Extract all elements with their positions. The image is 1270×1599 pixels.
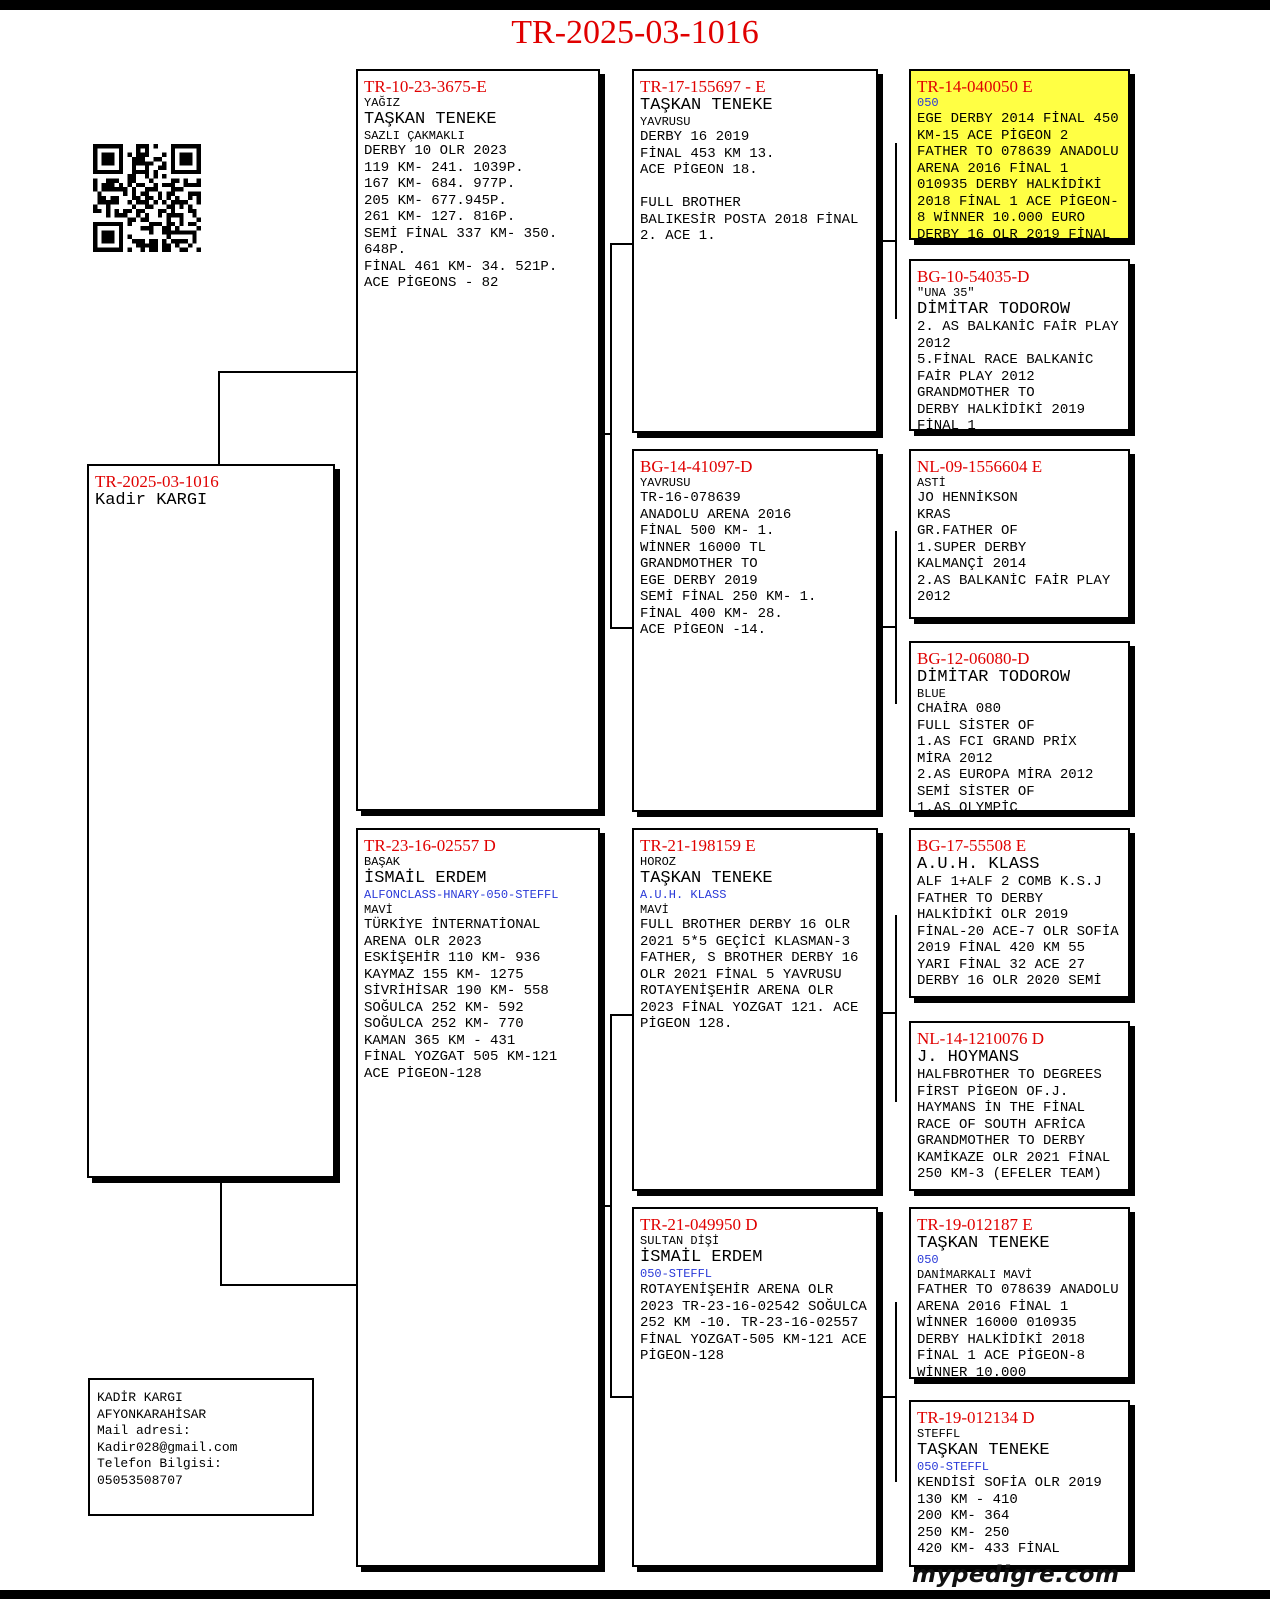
ring-number: TR-23-16-02557 D	[364, 836, 496, 855]
page-title: TR-2025-03-1016	[511, 14, 759, 51]
sire-dam-sire-card[interactable]	[909, 449, 1130, 619]
ring-number: TR-21-049950 D	[640, 1215, 758, 1234]
connector	[610, 1396, 632, 1398]
breeder-name: DİMİTAR TODOROW	[917, 300, 1071, 319]
performance-notes: EGE DERBY 2014 FİNAL 450 KM-15 ACE PİGEON 2 FATHER TO 078639 ANADOLU ARENA 2016 FİNAL 1 010935 DERBY HALKİDİKİ 2018 FİNAL 1 ACE PİGEON- 8 WİNNER 10.000 EURO DERBY 16 OLR 2019 FİNAL	[917, 111, 1119, 240]
dam-sire-sire-card[interactable]	[909, 828, 1130, 998]
performance-notes: TR-16-078639 ANADOLU ARENA 2016 FİNAL 500 KM- 1. WİNNER 16000 TL GRANDMOTHER TO EGE DERBY 2019 SEMİ FİNAL 250 KM- 1. FİNAL 400 KM- 28. ACE PİGEON -14.	[640, 490, 817, 638]
bloodline-label: 050-STEFFL	[917, 1460, 990, 1474]
ring-number: TR-14-040050 E	[917, 77, 1033, 96]
pigeon-name: HOROZ	[640, 855, 677, 869]
ring-number: BG-10-54035-D	[917, 267, 1030, 286]
ring-number: BG-14-41097-D	[640, 457, 753, 476]
offspring-label: YAVRUSU	[640, 115, 691, 129]
sire-sire-sire-card[interactable]	[909, 69, 1130, 240]
connector	[220, 1284, 356, 1286]
pigeon-name: "UNA 35"	[917, 286, 975, 300]
performance-notes: DERBY 16 2019 FİNAL 453 KM 13. ACE PİGEON 18. FULL BROTHER BALIKESİR POSTA 2018 FİNAL 2. ACE 1.	[640, 129, 859, 244]
connector	[878, 1012, 895, 1014]
ring-number: TR-10-23-3675-E	[364, 77, 487, 96]
connector	[610, 1014, 632, 1016]
owner-info-line: KADİR KARGI	[97, 1390, 183, 1405]
dam-sire-card[interactable]	[632, 828, 878, 1191]
breeder-name: TAŞKAN TENEKE	[364, 110, 497, 129]
breeder-name: İSMAİL ERDEM	[364, 869, 487, 888]
bloodline-label: 050	[917, 96, 939, 110]
breeder-name: A.U.H. KLASS	[917, 855, 1040, 874]
breeder-name: TAŞKAN TENEKE	[640, 96, 773, 115]
bloodline-label: A.U.H. KLASS	[640, 888, 727, 902]
dam-card[interactable]	[356, 828, 600, 1567]
performance-notes: ROTAYENİŞEHİR ARENA OLR 2023 TR-23-16-02542 SOĞULCA 252 KM -10. TR-23-16-02557 FİNAL YOZGAT-505 KM-121 ACE PİGEON-128	[640, 1282, 867, 1364]
owner-info-box	[88, 1378, 314, 1516]
connector	[878, 240, 895, 242]
dam-dam-sire-card[interactable]	[909, 1207, 1130, 1379]
breeder-name: TAŞKAN TENEKE	[640, 869, 773, 888]
owner-info-line: Mail adresi:	[97, 1423, 191, 1438]
connector	[878, 1396, 895, 1398]
sire-dam-dam-card[interactable]	[909, 641, 1130, 812]
performance-notes: HALFBROTHER TO DEGREES FİRST PİGEON OF.J. HAYMANS İN THE FİNAL RACE OF SOUTH AFRİCA GRANDMOTHER TO DERBY KAMİKAZE OLR 2021 FİNAL 250 KM-3 (EFELER TEAM)	[917, 1067, 1111, 1182]
pigeon-name: ASTİ	[917, 476, 946, 490]
connector	[218, 371, 220, 464]
connector	[610, 243, 612, 628]
bloodline-label: 050	[917, 1253, 939, 1267]
site-watermark: mypedigre.com	[912, 1562, 1120, 1588]
color-label: MAVİ	[640, 903, 669, 917]
color-label: DANİMARKALI MAVİ	[917, 1268, 1033, 1282]
connector	[895, 531, 897, 704]
sire-card[interactable]	[356, 69, 600, 811]
sire-sire-dam-card[interactable]	[909, 259, 1130, 431]
ring-number: TR-19-012187 E	[917, 1215, 1033, 1234]
performance-notes: FULL BROTHER DERBY 16 OLR 2021 5*5 GEÇİCİ KLASMAN-3 FATHER, S BROTHER DERBY 16 OLR 2021 FİNAL 5 YAVRUSU ROTAYENİŞEHİR ARENA OLR 2023 FİNAL YOZGAT 121. ACE PİGEON 128.	[640, 917, 859, 1032]
ring-number: NL-09-1556604 E	[917, 457, 1043, 476]
color-label: MAVİ	[364, 903, 393, 917]
connector	[218, 371, 356, 373]
ring-number: TR-19-012134 D	[917, 1408, 1035, 1427]
sire-sire-card[interactable]	[632, 69, 878, 433]
subject-pigeon-card[interactable]	[87, 464, 335, 1178]
connector	[598, 1205, 612, 1207]
strain-label: SAZLI ÇAKMAKLI	[364, 129, 465, 143]
connector	[610, 243, 632, 245]
performance-notes: CHAİRA 080 FULL SİSTER OF 1.AS FCI GRAND PRİX MİRA 2012 2.AS EUROPA MİRA 2012 SEMİ SİSTER OF 1.AS OLYMPİC	[917, 701, 1094, 812]
connector	[610, 627, 632, 629]
offspring-label: YAVRUSU	[640, 476, 691, 490]
pigeon-name: BAŞAK	[364, 855, 401, 869]
ring-number: NL-14-1210076 D	[917, 1029, 1045, 1048]
connector	[878, 626, 895, 628]
connector	[895, 143, 897, 319]
bloodline-label: 050-STEFFL	[640, 1267, 713, 1281]
performance-notes: KENDİSİ SOFİA OLR 2019 130 KM - 410 200 KM- 364 250 KM- 250 420 KM- 433 FİNAL	[917, 1475, 1102, 1557]
ring-number: TR-17-155697 - E	[640, 77, 766, 96]
connector	[598, 433, 612, 435]
subject-owner: Kadir KARGI	[95, 491, 208, 510]
sire-dam-card[interactable]	[632, 449, 878, 812]
owner-phone[interactable]: 05053508707	[97, 1472, 183, 1488]
owner-info-line: Telefon Bilgisi:	[97, 1456, 222, 1471]
owner-info-line: AFYONKARAHİSAR	[97, 1406, 207, 1422]
performance-notes: DERBY 10 OLR 2023 119 KM- 241. 1039P. 167 KM- 684. 977P. 205 KM- 677.945P. 261 KM- 127. 816P. SEMİ FİNAL 337 KM- 350. 648P. FİNAL 461 KM- 34. 521P. ACE PİGEONS - 82	[364, 143, 558, 291]
dam-sire-dam-card[interactable]	[909, 1021, 1130, 1191]
qr-code-icon	[93, 144, 201, 252]
ring-number: BG-12-06080-D	[917, 649, 1030, 668]
connector	[220, 1178, 222, 1286]
performance-notes: JO HENNİKSON KRAS GR.FATHER OF 1.SUPER DERBY KALMANÇİ 2014 2.AS BALKANİC FAİR PLAY 2012	[917, 490, 1111, 605]
pigeon-name: STEFFL	[917, 1427, 961, 1441]
breeder-name: TAŞKAN TENEKE	[917, 1234, 1050, 1253]
ring-number: BG-17-55508 E	[917, 836, 1027, 855]
performance-notes: ALF 1+ALF 2 COMB K.S.J FATHER TO DERBY HALKİDİKİ OLR 2019 FİNAL-20 ACE-7 OLR SOFİA 2019 FİNAL 420 KM 55 YARI FİNAL 32 ACE 27 DERBY 16 OLR 2020 SEMİ	[917, 874, 1119, 989]
breeder-name: TAŞKAN TENEKE	[917, 1441, 1050, 1460]
performance-notes: FATHER TO 078639 ANADOLU ARENA 2016 FİNAL 1 WİNNER 16000 010935 DERBY HALKİDİKİ 2018 FİNAL 1 ACE PİGEON-8 WİNNER 10.000	[917, 1282, 1119, 1379]
connector	[895, 915, 897, 1102]
bloodline-label: ALFONCLASS-HNARY-050-STEFFL	[364, 888, 559, 902]
dam-dam-dam-card[interactable]	[909, 1400, 1130, 1567]
connector	[895, 1302, 897, 1482]
breeder-name: J. HOYMANS	[917, 1048, 1020, 1067]
top-border	[0, 0, 1270, 10]
performance-notes: 2. AS BALKANİC FAİR PLAY 2012 5.FİNAL RACE BALKANİC FAİR PLAY 2012 GRANDMOTHER TO DERBY HALKİDİKİ 2019 FİNAL 1	[917, 319, 1119, 431]
subject-ring-number: TR-2025-03-1016	[95, 472, 219, 491]
performance-notes: TÜRKİYE İNTERNATİONAL ARENA OLR 2023 ESKİŞEHİR 110 KM- 936 KAYMAZ 155 KM- 1275 SİVRİHİSAR 190 KM- 558 SOĞULCA 252 KM- 592 SOĞULCA 252 KM- 770 KAMAN 365 KM - 431 FİNAL YOZGAT 505 KM-121 ACE PİGEON-128	[364, 917, 558, 1082]
dam-dam-card[interactable]	[632, 1207, 878, 1567]
ring-number: TR-21-198159 E	[640, 836, 756, 855]
breeder-name: İSMAİL ERDEM	[640, 1248, 763, 1267]
breeder-name: DİMİTAR TODOROW	[917, 668, 1071, 687]
pigeon-name: YAĞIZ	[364, 96, 401, 110]
pigeon-name: SULTAN DİŞİ	[640, 1234, 720, 1248]
color-label: BLUE	[917, 687, 946, 701]
owner-email[interactable]: Kadir028@gmail.com	[97, 1439, 238, 1455]
bottom-border	[0, 1590, 1270, 1599]
